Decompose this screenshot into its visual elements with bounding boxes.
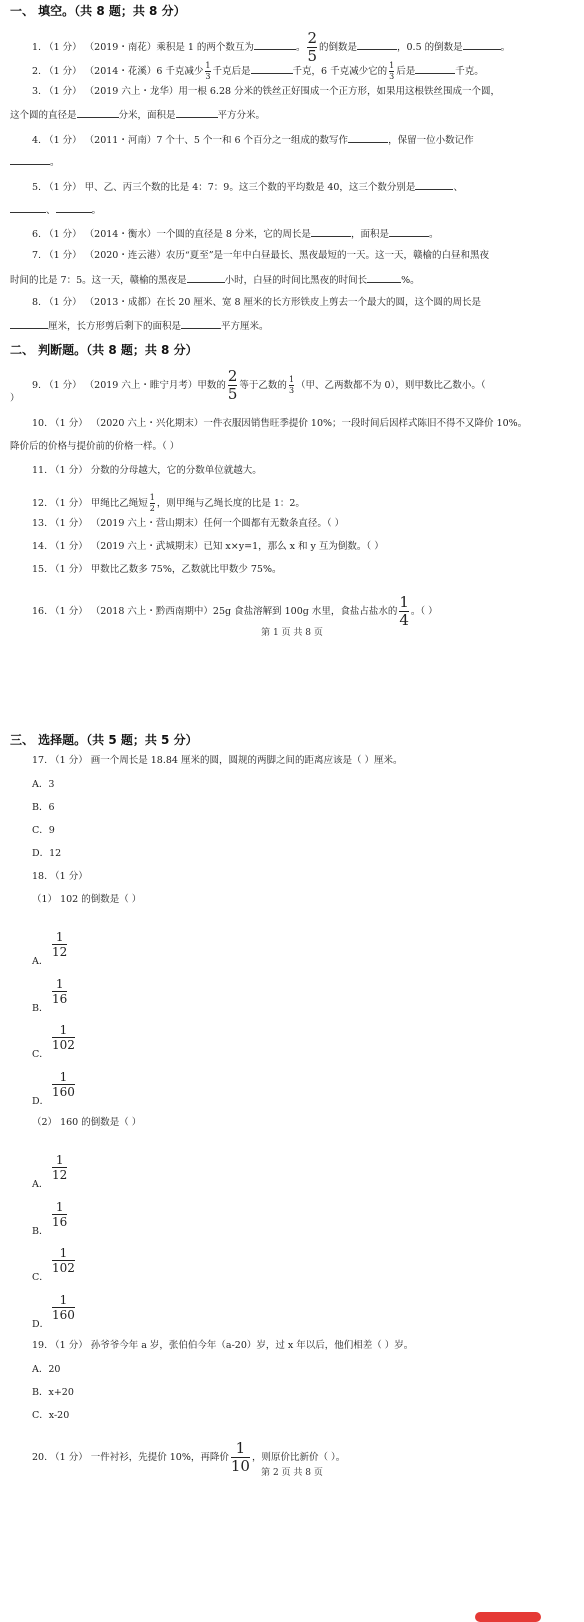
option-d[interactable]: D．12 (32, 848, 62, 859)
answer-blank[interactable] (254, 40, 296, 50)
question-12: 12. （1 分） 甲绳比乙绳短 $\frac{1}{2}$ ，则甲绳与乙绳长度的比是 1：2。 (32, 493, 305, 513)
fraction: 1 102 (52, 1023, 75, 1052)
fraction: 1 16 (52, 1200, 68, 1229)
fraction: $\frac{1}{3}$ (389, 61, 395, 81)
answer-blank[interactable] (311, 227, 351, 237)
question-3-line-1: 3. （1 分） （2019 六上・龙华）用一根 6.28 分米的铁丝正好围成一个正方形，如果用这根铁丝围成一个圆， (32, 86, 501, 97)
fraction: 1 160 (52, 1070, 75, 1099)
option-b[interactable]: B．x+20 (32, 1387, 74, 1398)
question-7-line-2: 时间的比是 7：5。这一天，赣榆的黑夜是 小时，白昼的时间比黑夜的时间长 %。 (10, 275, 420, 286)
answer-blank[interactable] (415, 64, 455, 74)
scroll-indicator[interactable] (475, 1612, 541, 1622)
question-4: 4. （1 分） （2011・河南）7 个十、5 个一和 6 个百分之一组成的数写作 ，保留一位小数记作 (32, 135, 474, 146)
section-true-false-heading: 二、 判断题。（共 8 题；共 8 分） (10, 343, 198, 357)
option-a[interactable]: A．3 (32, 779, 55, 790)
question-5-line-2: 、 。 (10, 203, 101, 217)
question-4-line-2: 。 (10, 155, 60, 169)
answer-blank[interactable] (348, 133, 388, 143)
question-6: 6. （1 分） （2014・衡水）一个圆的直径是 8 分米，它的周长是 ，面积是 。 (32, 229, 439, 240)
question-7-line-1: 7. （1 分） （2020・连云港）农历“夏至”是一年中白昼最长、黑夜最短的一天。这一天，赣榆的白昼和黑夜 (32, 250, 490, 261)
answer-blank[interactable] (251, 64, 293, 74)
option-a[interactable]: A．20 (32, 1364, 61, 1375)
question-9-line-2: ） (10, 393, 20, 404)
question-3-line-2: 这个圆的直径是 分米，面积是 平方分米。 (10, 110, 266, 121)
answer-blank[interactable] (10, 203, 46, 213)
section-choice-heading: 三、 选择题。（共 5 题；共 5 分） (10, 733, 198, 747)
answer-blank[interactable] (357, 40, 397, 50)
question-8-line-1: 8. （1 分） （2013・成都）在长 20 厘米、宽 8 厘米的长方形铁皮上剪去一个最大的圆，这个圆的周长是 (32, 297, 482, 308)
answer-blank[interactable] (367, 273, 401, 283)
question-11: 11. （1 分） 分数的分母越大，它的分数单位就越大。 (32, 465, 262, 476)
question-10-line-1: 10. （1 分） （2020 六上・兴化期末）一件衣服因销售旺季提价 10%；一段时间后因样式陈旧不得不又降价 10%。 (32, 418, 528, 429)
fraction: $\frac{1}{3}$ (205, 61, 211, 81)
question-1: 1. （1 分） （2019・南花）乘积是 1 的两个数互为 。 $\frac{2}{5}$ 的倒数是 ，0.5 的倒数是 。 (32, 29, 511, 65)
answer-blank[interactable] (77, 108, 119, 118)
fraction: $\frac{2}{5}$ (227, 367, 238, 403)
option-c[interactable]: C．x-20 (32, 1410, 70, 1421)
question-19: 19. （1 分） 孙爷爷今年 a 岁，张伯伯今年（a-20）岁，过 x 年以后，他们相差（ ）岁。 (32, 1340, 414, 1351)
question-9: 9. （1 分） （2019 六上・睢宁月考）甲数的 $\frac{2}{5}$ 等于乙数的 $\frac{1}{3}$ （甲、乙两数都不为 0），则甲数比乙数小。（ (32, 367, 486, 403)
fraction: $\frac{1}{4}$ (399, 593, 409, 629)
fraction: 1 12 (52, 930, 68, 959)
question-20: 20. （1 分） 一件衬衫，先提价 10%，再降价 $\frac{1}{10}$ ，则原价比新价（ ）。 (32, 1439, 346, 1475)
question-18: 18. （1 分） (32, 871, 88, 882)
question-17: 17. （1 分） 画一个周长是 18.84 厘米的圆，圆规的两脚之间的距离应该是（ ）厘米。 (32, 755, 403, 766)
option-b[interactable]: B．6 (32, 802, 55, 813)
question-14: 14. （1 分） （2019 六上・武城期末）已知 x×y=1，那么 x 和 y 互为倒数。（ ） (32, 541, 384, 552)
answer-blank[interactable] (187, 273, 225, 283)
page-1 (0, 0, 584, 680)
fraction: $\frac{1}{10}$ (230, 1439, 250, 1475)
fraction: $\frac{2}{5}$ (307, 29, 317, 65)
fraction: $\frac{1}{3}$ (288, 375, 295, 395)
question-10-line-2: 降价后的价格与提价前的价格一样。（ ） (10, 441, 180, 452)
question-2: 2. （1 分） （2014・花溪）6 千克减少 $\frac{1}{3}$ 千克后是 千克，6 千克减少它的 $\frac{1}{3}$ 后是 千克。 (32, 61, 484, 81)
fraction: 1 16 (52, 977, 68, 1006)
page-footer: 第 1 页 共 8 页 (261, 628, 323, 638)
option-c[interactable]: C．9 (32, 825, 55, 836)
page-footer: 第 2 页 共 8 页 (261, 1468, 323, 1478)
question-15: 15. （1 分） 甲数比乙数多 75%，乙数就比甲数少 75%。 (32, 564, 282, 575)
answer-blank[interactable] (10, 155, 50, 165)
question-18-sub-2: （2） 160 的倒数是（ ） (32, 1117, 142, 1128)
question-16: 16. （1 分） （2018 六上・黔西南期中）25g 食盐溶解到 100g 水里，食盐占盐水的 $\frac{1}{4}$ 。（ ） (32, 593, 438, 629)
question-5: 5. （1 分） 甲、乙、丙三个数的比是 4：7：9。这三个数的平均数是 40，这三个数分别是 、 (32, 182, 463, 193)
answer-blank[interactable] (389, 227, 429, 237)
fraction: 1 12 (52, 1153, 68, 1182)
question-18-sub-1: （1） 102 的倒数是（ ） (32, 894, 142, 905)
answer-blank[interactable] (176, 108, 218, 118)
fraction: $\frac{1}{2}$ (149, 493, 155, 513)
question-8-line-2: 厘米，长方形剪后剩下的面积是 平方厘米。 (10, 319, 269, 333)
answer-blank[interactable] (181, 319, 221, 329)
fraction: 1 102 (52, 1246, 75, 1275)
question-13: 13. （1 分） （2019 六上・营山期末）任何一个圆都有无数条直径。（ ） (32, 518, 345, 529)
answer-blank[interactable] (56, 203, 92, 213)
answer-blank[interactable] (415, 180, 453, 190)
page-2: 三、 选择题。（共 5 题；共 5 分） 17. （1 分） 画一个周长是 18.84 厘米的圆，圆规的两脚之间的距离应该是（ ）厘米。 A．3 B．6 C．9 D．12 18. （1 分） （1） 102 的倒数是（ ） A． 1 12 B． 1 16 C． 1 102 D． 1 160 （2） 160 的倒数是（ ） A． 1 12 B． 1 16 C． 1 102 D． 1 160 19. （1 分） 孙爷爷今年 a 岁，张伯伯今年（a-20）岁，过 x 年以后，他们相差（ ）岁。 A．20 B．x+20 C．x-20 20. （1 分） 一件衬衫，先提价 10%，再降价 $\frac{1}{10}$ ，则原价比新价（ ）。 第 2 页 共 8 页 (0, 725, 584, 1619)
section-fill-in-heading: 一、 填空。（共 8 题；共 8 分） (10, 4, 186, 18)
fraction: 1 160 (52, 1293, 75, 1322)
answer-blank[interactable] (463, 40, 501, 50)
answer-blank[interactable] (10, 319, 48, 329)
